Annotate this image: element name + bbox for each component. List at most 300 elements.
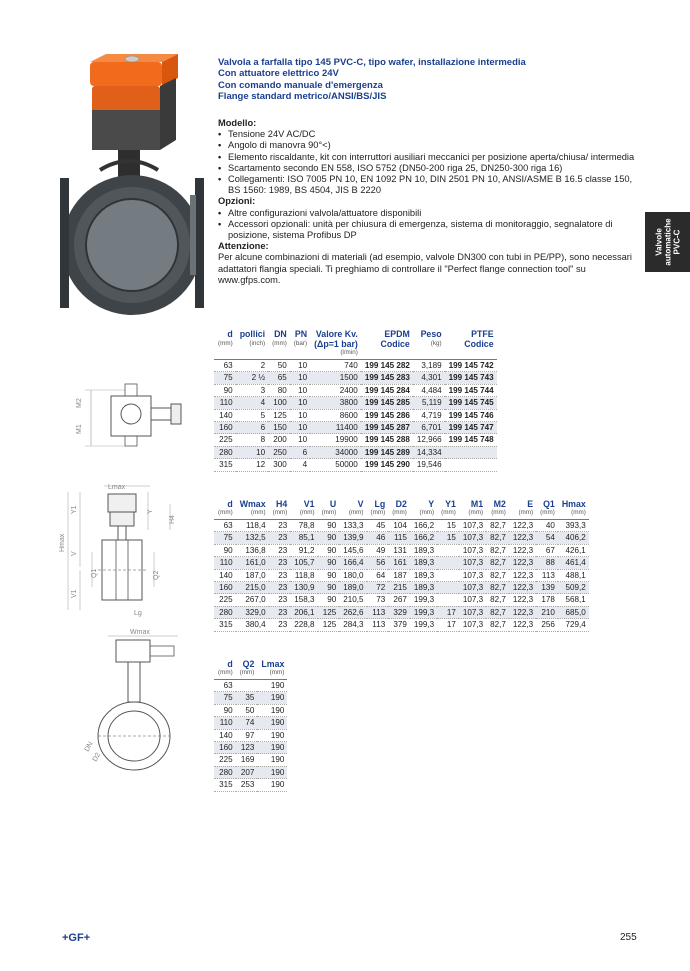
- table-cell: 125: [318, 606, 340, 618]
- table-cell: 300: [268, 459, 290, 471]
- table-cell: 122,3: [509, 520, 536, 532]
- column-unit: (inch): [249, 340, 266, 347]
- table-cell: 23: [269, 582, 291, 594]
- table-cell: 199 145 282: [361, 360, 413, 372]
- table-cell: 3800: [310, 397, 361, 409]
- table-cell: 199 145 747: [445, 422, 497, 434]
- table-cell: 82,7: [486, 532, 509, 544]
- table-cell: 8: [236, 434, 268, 446]
- table-cell: 139: [536, 582, 558, 594]
- table-row: [214, 446, 497, 458]
- table-row: [214, 594, 589, 606]
- table-cell: 6,701: [413, 422, 445, 434]
- column-header: U: [329, 499, 337, 509]
- table-cell: 123: [236, 742, 258, 754]
- options-item: • Accessori opzionali: unità per chiusura di emergenza, sistema di monitoraggio, segnalatore di posizione, sistema Profibus DP: [218, 219, 643, 241]
- column-header: PTFE: [471, 329, 494, 339]
- gf-logo: +GF+: [62, 932, 91, 944]
- table-cell: 125: [268, 409, 290, 421]
- table-cell: 190: [257, 779, 287, 791]
- table-cell: 199 145 742: [445, 360, 497, 372]
- dim-label: M2: [76, 398, 83, 408]
- product-photo: [40, 50, 210, 310]
- table-cell: 729,4: [558, 619, 589, 631]
- table-cell: 180,0: [339, 569, 366, 581]
- model-item: • Angolo di manovra 90°<): [218, 140, 643, 151]
- category-tab: [645, 212, 690, 272]
- table-row: [214, 729, 287, 741]
- table-cell: 199,3: [410, 606, 437, 618]
- column-header: V1: [303, 499, 315, 509]
- column-unit: (mm): [388, 509, 410, 520]
- column-header: Q2: [242, 659, 255, 669]
- table-cell: 315: [214, 619, 236, 631]
- table-cell: 215: [388, 582, 410, 594]
- table-cell: 90: [214, 704, 236, 716]
- table-cell: 3,189: [413, 360, 445, 372]
- table-cell: 10: [290, 409, 310, 421]
- dim-label: Lg: [134, 610, 142, 617]
- column-unit: (mm): [536, 509, 558, 520]
- table-cell: 2: [236, 360, 268, 372]
- table-cell: 80: [268, 384, 290, 396]
- column-unit: (mm): [459, 509, 486, 520]
- column-unit: (mm): [236, 509, 269, 520]
- table-cell: 740: [310, 360, 361, 372]
- table-cell: 206,1: [290, 606, 317, 618]
- column-header: M1: [470, 499, 484, 509]
- table-cell: 225: [214, 594, 236, 606]
- table-row: [214, 717, 287, 729]
- dim-label: V1: [71, 589, 78, 598]
- table-cell: 10: [290, 384, 310, 396]
- table-cell: 199 145 746: [445, 409, 497, 421]
- column-header: EPDM: [384, 329, 410, 339]
- table-cell: 122,3: [509, 544, 536, 556]
- table-cell: 65: [268, 372, 290, 384]
- column-header: DN: [274, 329, 287, 339]
- table-cell: 46: [367, 532, 389, 544]
- table-cell: 82,7: [486, 582, 509, 594]
- table-cell: 110: [214, 557, 236, 569]
- table-cell: 145,6: [339, 544, 366, 556]
- table-cell: 160: [214, 422, 236, 434]
- table-cell: 130,9: [290, 582, 317, 594]
- model-item: • Collegamenti: ISO 7005 PN 10, EN 1092 PN 10, DIN 2501 PN 10, ANSI/ASME B 16.5 classe 150, BS 1560: 1989, BS 4504, JIS B 2220: [218, 174, 643, 196]
- table-cell: 23: [269, 520, 291, 532]
- column-header: Valore Kv.: [315, 329, 358, 339]
- table-cell: 78,8: [290, 520, 317, 532]
- side-view-drawing: [60, 482, 210, 617]
- dim-label: Lmax: [108, 484, 126, 491]
- table-cell: 133,3: [339, 520, 366, 532]
- table-cell: 160: [214, 742, 236, 754]
- column-header: Lmax: [261, 659, 285, 669]
- table-cell: 158,3: [290, 594, 317, 606]
- table-cell: 90: [318, 569, 340, 581]
- table-cell: 17: [437, 606, 459, 618]
- table-cell: 34000: [310, 446, 361, 458]
- table-cell: 685,0: [558, 606, 589, 618]
- table-cell: 329: [388, 606, 410, 618]
- table-cell: 5: [236, 409, 268, 421]
- table-cell: 315: [214, 459, 236, 471]
- table-cell: 4,301: [413, 372, 445, 384]
- table-cell: 75: [214, 372, 236, 384]
- category-tab-line: PVC-C: [672, 229, 681, 255]
- table-cell: 6: [290, 446, 310, 458]
- table-cell: 85,1: [290, 532, 317, 544]
- table-cell: 73: [367, 594, 389, 606]
- table-cell: 11400: [310, 422, 361, 434]
- table-cell: 267: [388, 594, 410, 606]
- table-row: [214, 704, 287, 716]
- table-cell: 140: [214, 569, 236, 581]
- table-cell: 122,3: [509, 532, 536, 544]
- column-unit: (mm): [214, 669, 236, 680]
- table-cell: 131: [388, 544, 410, 556]
- column-header: Peso: [420, 329, 442, 339]
- options-label: Opzioni:: [218, 196, 256, 207]
- table-cell: 82,7: [486, 544, 509, 556]
- table-cell: 122,3: [509, 582, 536, 594]
- table-row: [214, 434, 497, 446]
- table-cell: 280: [214, 446, 236, 458]
- table-cell: 256: [536, 619, 558, 631]
- table-cell: 189,0: [339, 582, 366, 594]
- table-cell: 10: [290, 360, 310, 372]
- table-cell: 190: [257, 742, 287, 754]
- column-unit: (mm): [290, 509, 317, 520]
- table-cell: 12,966: [413, 434, 445, 446]
- table-cell: 199 145 283: [361, 372, 413, 384]
- column-unit: (mm): [214, 509, 236, 520]
- table-cell: 75: [214, 692, 236, 704]
- table-cell: 113: [367, 606, 389, 618]
- table-cell: 82,7: [486, 594, 509, 606]
- table-cell: 23: [269, 569, 291, 581]
- table-cell: 118,4: [236, 520, 269, 532]
- table-cell: 97: [236, 729, 258, 741]
- table-cell: 4,719: [413, 409, 445, 421]
- column-unit: (mm): [437, 509, 459, 520]
- table-row: [214, 384, 497, 396]
- column-header: V: [357, 499, 364, 509]
- table-cell: 189,3: [410, 582, 437, 594]
- dim-label: Y1: [71, 505, 78, 514]
- heading-line-1: Valvola a farfalla tipo 145 PVC-C, tipo wafer, installazione intermedia: [218, 57, 526, 68]
- order-table: [214, 329, 497, 472]
- table-cell: 1500: [310, 372, 361, 384]
- table-cell: 178: [536, 594, 558, 606]
- heading-line-4: Flange standard metrico/ANSI/BS/JIS: [218, 90, 387, 102]
- table-cell: 253: [236, 779, 258, 791]
- table-cell: 90: [318, 532, 340, 544]
- table-cell: 75: [214, 532, 236, 544]
- page-number: 255: [620, 932, 637, 943]
- table-cell: 110: [214, 717, 236, 729]
- model-item: • Scartamento secondo EN 558, ISO 5752 (DN50-200 riga 25, DN250-300 riga 16): [218, 163, 643, 174]
- table-cell: 82,7: [486, 569, 509, 581]
- table-row: [214, 766, 287, 778]
- table-cell: 15: [437, 520, 459, 532]
- table-cell: 190: [257, 680, 287, 692]
- table-cell: 207: [236, 766, 258, 778]
- table-cell: 14,334: [413, 446, 445, 458]
- table-row: [214, 372, 497, 384]
- table-cell: 19,546: [413, 459, 445, 471]
- table-cell: 169: [236, 754, 258, 766]
- column-unit: (kg): [430, 340, 442, 347]
- table-cell: 107,3: [459, 594, 486, 606]
- model-list: [218, 129, 643, 196]
- column-unit: (mm): [410, 509, 437, 520]
- table-cell: 23: [269, 594, 291, 606]
- table-cell: 56: [367, 557, 389, 569]
- table-cell: 107,3: [459, 606, 486, 618]
- table-cell: 187: [388, 569, 410, 581]
- table-cell: 91,2: [290, 544, 317, 556]
- table-cell: 19900: [310, 434, 361, 446]
- table-cell: 284,3: [339, 619, 366, 631]
- table-cell: 82,7: [486, 606, 509, 618]
- table-cell: 74: [236, 717, 258, 729]
- options-list: [218, 208, 643, 242]
- table-cell: 139,9: [339, 532, 366, 544]
- table-cell: 393,3: [558, 520, 589, 532]
- table-cell: 49: [367, 544, 389, 556]
- column-unit: (mm): [367, 509, 389, 520]
- table-cell: 63: [214, 520, 236, 532]
- table-cell: 50: [236, 704, 258, 716]
- table-cell: 10: [290, 397, 310, 409]
- table-cell: 568,1: [558, 594, 589, 606]
- column-header: PN: [294, 329, 308, 339]
- column-header: D2: [395, 499, 407, 509]
- column-header: M2: [493, 499, 506, 509]
- table-row: [214, 544, 589, 556]
- table-cell: 118,8: [290, 569, 317, 581]
- table-cell: 122,3: [509, 569, 536, 581]
- table-cell: 90: [318, 520, 340, 532]
- table-cell: 190: [257, 704, 287, 716]
- table-cell: 280: [214, 766, 236, 778]
- column-header: Wmax: [239, 499, 266, 509]
- attention-label: Attenzione:: [218, 241, 269, 252]
- dim-label: Wmax: [130, 629, 150, 636]
- table-cell: [445, 459, 497, 471]
- table-cell: 267,0: [236, 594, 269, 606]
- table-cell: 82,7: [486, 557, 509, 569]
- dim-label: Q1: [91, 568, 98, 578]
- table-cell: 10: [236, 446, 268, 458]
- table-cell: 122,3: [509, 606, 536, 618]
- table-row: [214, 520, 589, 532]
- table-cell: 210: [536, 606, 558, 618]
- table-row: [214, 742, 287, 754]
- column-header: Codice: [380, 339, 410, 349]
- product-heading: [218, 57, 638, 102]
- table-cell: 166,2: [410, 520, 437, 532]
- table-row: [214, 582, 589, 594]
- table-cell: 64: [367, 569, 389, 581]
- table-cell: 107,3: [459, 532, 486, 544]
- table-cell: 379: [388, 619, 410, 631]
- column-unit: (mm): [318, 509, 340, 520]
- column-header: Lg: [374, 499, 386, 509]
- options-item: • Altre configurazioni valvola/attuatore disponibili: [218, 208, 643, 219]
- table-cell: 90: [318, 557, 340, 569]
- table-cell: 15: [437, 532, 459, 544]
- table-cell: 406,2: [558, 532, 589, 544]
- top-view-drawing: [75, 378, 210, 468]
- dim-label: M1: [76, 424, 83, 434]
- column-header: Codice: [464, 339, 494, 349]
- table-row: [214, 569, 589, 581]
- table-cell: 63: [214, 680, 236, 692]
- table-row: [214, 606, 589, 618]
- table-cell: 199 145 748: [445, 434, 497, 446]
- heading-line-3: Con comando manuale d'emergenza: [218, 79, 383, 91]
- table-cell: 107,3: [459, 569, 486, 581]
- table-cell: 190: [257, 717, 287, 729]
- table-cell: 107,3: [459, 520, 486, 532]
- table-cell: 2 ½: [236, 372, 268, 384]
- table-cell: 190: [257, 692, 287, 704]
- table-cell: 190: [257, 729, 287, 741]
- dimension-table-small: [214, 659, 287, 792]
- table-cell: 23: [269, 557, 291, 569]
- table-cell: 6: [236, 422, 268, 434]
- column-unit: (mm): [269, 509, 291, 520]
- table-cell: 125: [318, 619, 340, 631]
- table-cell: 199 145 285: [361, 397, 413, 409]
- table-cell: 115: [388, 532, 410, 544]
- table-cell: 113: [536, 569, 558, 581]
- table-cell: 82,7: [486, 619, 509, 631]
- column-header: Y: [428, 499, 435, 509]
- table-cell: [445, 446, 497, 458]
- table-cell: 88: [536, 557, 558, 569]
- table-cell: 189,3: [410, 544, 437, 556]
- dim-label: H4: [169, 515, 176, 524]
- table-cell: [437, 594, 459, 606]
- table-cell: 110: [214, 397, 236, 409]
- heading-line-2: Con attuatore elettrico 24V: [218, 68, 339, 80]
- table-cell: 132,5: [236, 532, 269, 544]
- table-cell: 190: [257, 766, 287, 778]
- table-cell: 23: [269, 619, 291, 631]
- table-cell: 161: [388, 557, 410, 569]
- table-cell: 54: [536, 532, 558, 544]
- table-cell: 199,3: [410, 594, 437, 606]
- table-cell: 10: [290, 372, 310, 384]
- table-row: [214, 459, 497, 471]
- column-header: Hmax: [561, 499, 586, 509]
- column-unit: (mm): [339, 509, 366, 520]
- dim-label: Q2: [153, 570, 160, 580]
- column-header: H4: [276, 499, 288, 509]
- column-header: (Δp=1 bar): [314, 339, 358, 349]
- table-cell: [437, 569, 459, 581]
- table-cell: 225: [214, 434, 236, 446]
- table-cell: 90: [214, 384, 236, 396]
- table-cell: 329,0: [236, 606, 269, 618]
- table-cell: 262,6: [339, 606, 366, 618]
- column-unit: (mm): [236, 669, 258, 680]
- table-cell: 228,8: [290, 619, 317, 631]
- table-cell: 380,4: [236, 619, 269, 631]
- column-header: d: [227, 659, 233, 669]
- table-cell: 107,3: [459, 544, 486, 556]
- table-cell: 166,2: [410, 532, 437, 544]
- table-cell: 107,3: [459, 619, 486, 631]
- table-cell: 200: [268, 434, 290, 446]
- table-cell: 90: [318, 582, 340, 594]
- column-header: E: [527, 499, 534, 509]
- table-cell: 107,3: [459, 582, 486, 594]
- table-cell: 122,3: [509, 619, 536, 631]
- table-cell: 150: [268, 422, 290, 434]
- table-cell: 50: [268, 360, 290, 372]
- table-row: [214, 397, 497, 409]
- model-section: [218, 118, 643, 286]
- table-cell: 199 145 743: [445, 372, 497, 384]
- table-cell: 140: [214, 729, 236, 741]
- table-row: [214, 754, 287, 766]
- table-cell: 67: [536, 544, 558, 556]
- table-cell: 4: [290, 459, 310, 471]
- dimension-table: [214, 499, 589, 632]
- column-header: d: [227, 329, 233, 339]
- column-unit: (mm): [509, 509, 536, 520]
- table-cell: 160: [214, 582, 236, 594]
- table-cell: 509,2: [558, 582, 589, 594]
- table-cell: 8600: [310, 409, 361, 421]
- dim-label: DN: [83, 740, 95, 753]
- table-cell: 23: [269, 544, 291, 556]
- column-unit: (l/min): [310, 349, 361, 360]
- table-cell: 199 145 284: [361, 384, 413, 396]
- table-row: [214, 409, 497, 421]
- dim-label: Y: [147, 509, 154, 514]
- table-cell: 199 145 286: [361, 409, 413, 421]
- dim-label: D2: [91, 751, 103, 763]
- table-cell: 166,4: [339, 557, 366, 569]
- table-row: [214, 619, 589, 631]
- model-item: • Elemento riscaldante, kit con interruttori ausiliari meccanici per posizione aperta/chiusa/ intermedia: [218, 152, 643, 163]
- category-tab-line: automatiche: [663, 218, 672, 266]
- column-unit: (mm): [257, 669, 287, 680]
- table-cell: 190: [257, 754, 287, 766]
- column-header: Q1: [543, 499, 555, 509]
- table-cell: 10: [290, 434, 310, 446]
- table-cell: 90: [318, 594, 340, 606]
- table-cell: 107,3: [459, 557, 486, 569]
- table-cell: 199 145 290: [361, 459, 413, 471]
- table-cell: 105,7: [290, 557, 317, 569]
- dim-label: Hmax: [59, 533, 66, 552]
- table-cell: 23: [269, 606, 291, 618]
- table-cell: 23: [269, 532, 291, 544]
- table-cell: 90: [318, 544, 340, 556]
- dim-label: V: [71, 551, 78, 556]
- table-row: [214, 422, 497, 434]
- table-cell: 199 145 744: [445, 384, 497, 396]
- table-cell: 72: [367, 582, 389, 594]
- column-unit: (mm): [486, 509, 509, 520]
- column-header: Y1: [445, 499, 456, 509]
